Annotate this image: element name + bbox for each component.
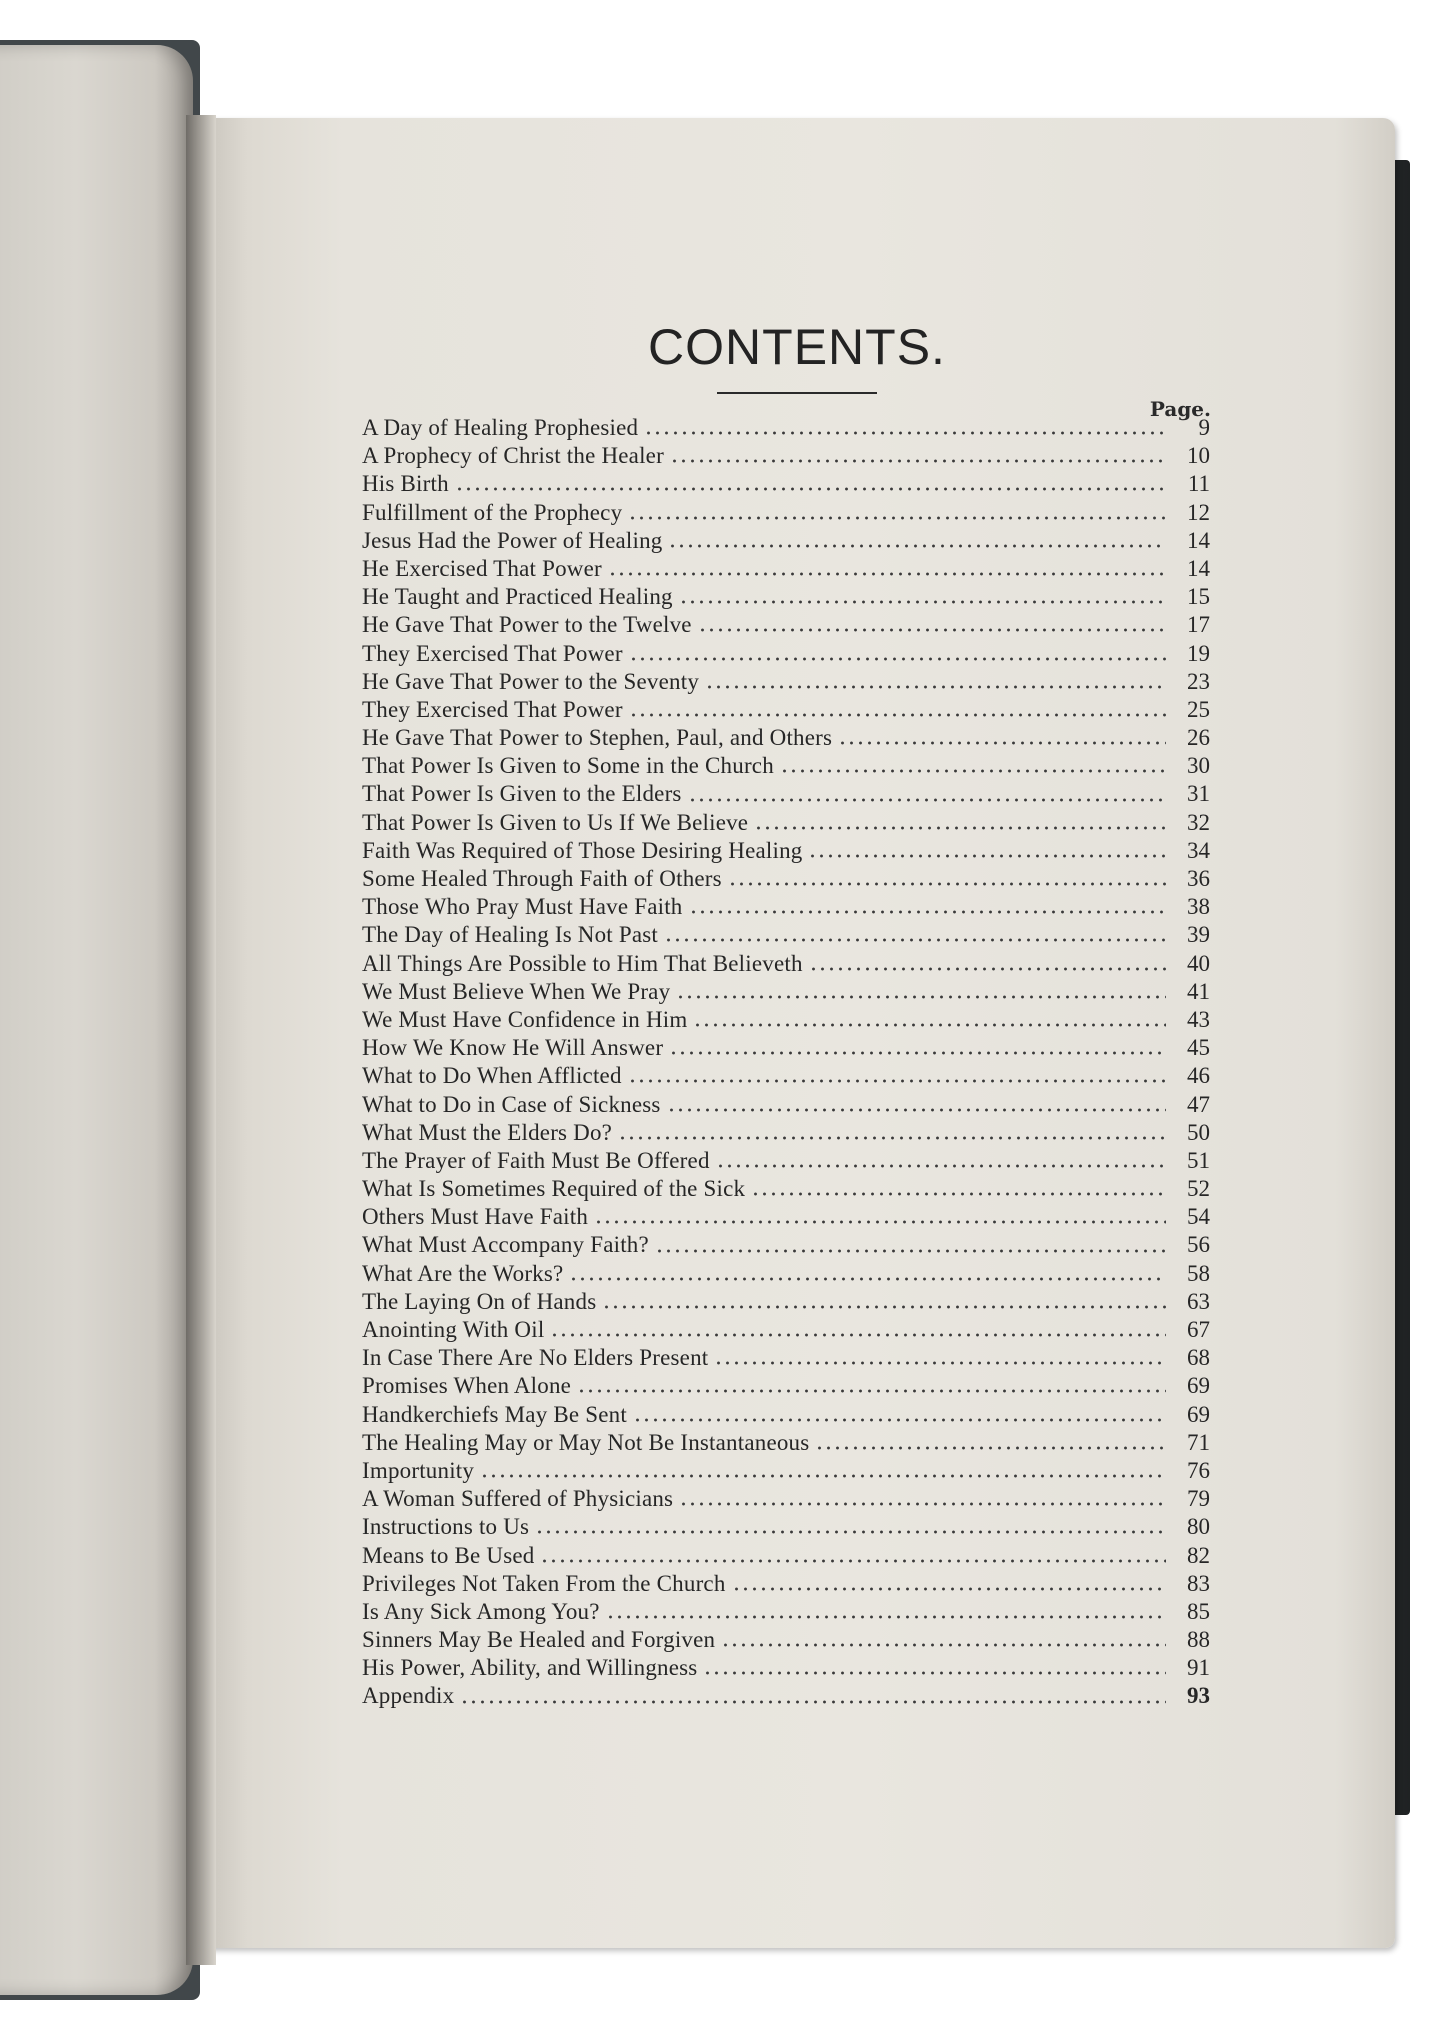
entry-title: His Birth bbox=[362, 471, 449, 497]
entry-page-number: 79 bbox=[1187, 1486, 1210, 1512]
entry-title: In Case There Are No Elders Present bbox=[362, 1345, 709, 1371]
dot-leader bbox=[594, 1218, 1166, 1226]
entry-page-number: 58 bbox=[1187, 1260, 1210, 1286]
entry-page-number: 71 bbox=[1187, 1429, 1210, 1455]
entry-title: A Woman Suffered of Physicians bbox=[362, 1486, 674, 1512]
entry-page-number: 68 bbox=[1187, 1345, 1210, 1371]
entry-page-number: 82 bbox=[1187, 1542, 1210, 1568]
dot-leader bbox=[705, 683, 1166, 691]
entry-title: Anointing With Oil bbox=[362, 1317, 545, 1342]
entry-title: That Power Is Given to Some in the Church bbox=[362, 753, 774, 779]
entry-page-number: 76 bbox=[1187, 1457, 1210, 1483]
entry-title: The Healing May or May Not Be Instantaneous bbox=[362, 1429, 810, 1455]
entry-title: His Power, Ability, and Willingness bbox=[362, 1655, 698, 1681]
entry-page-number: 34 bbox=[1187, 837, 1210, 863]
entry-title: What Must Accompany Faith? bbox=[362, 1232, 649, 1258]
contents-entry bbox=[362, 696, 1210, 724]
entry-title: What to Do in Case of Sickness bbox=[362, 1091, 661, 1117]
dot-leader bbox=[629, 711, 1166, 719]
entry-page-number: 67 bbox=[1187, 1317, 1210, 1342]
entry-page-number: 43 bbox=[1187, 1006, 1210, 1032]
entry-page-number: 39 bbox=[1187, 922, 1210, 948]
entry-page-number: 26 bbox=[1187, 725, 1210, 751]
entry-title: The Laying On of Hands bbox=[362, 1288, 597, 1314]
dot-leader bbox=[679, 598, 1166, 606]
dot-leader bbox=[815, 1444, 1166, 1452]
entry-page-number: 14 bbox=[1187, 527, 1210, 553]
entry-page-number: 54 bbox=[1187, 1204, 1210, 1230]
entry-page-number: 25 bbox=[1187, 696, 1210, 722]
entry-title: They Exercised That Power bbox=[362, 640, 623, 666]
contents-entry bbox=[362, 640, 1210, 668]
entry-page-number: 40 bbox=[1187, 950, 1210, 976]
entry-page-number: 69 bbox=[1187, 1373, 1210, 1399]
contents-entry bbox=[362, 611, 1210, 639]
entry-title: Appendix bbox=[362, 1683, 455, 1709]
entry-title: That Power Is Given to the Elders bbox=[362, 781, 682, 807]
dot-leader bbox=[780, 767, 1166, 775]
entry-page-number: 38 bbox=[1187, 894, 1210, 920]
contents-entry bbox=[362, 724, 1210, 752]
contents-entry bbox=[362, 921, 1210, 949]
dot-leader bbox=[644, 429, 1166, 437]
contents-entry bbox=[362, 809, 1210, 837]
entry-title: What to Do When Afflicted bbox=[362, 1063, 622, 1089]
left-page bbox=[0, 45, 193, 1995]
entry-page-number: 85 bbox=[1187, 1598, 1210, 1624]
dot-leader bbox=[628, 1077, 1166, 1085]
dot-leader bbox=[688, 796, 1166, 804]
entry-title: What Must the Elders Do? bbox=[362, 1119, 613, 1145]
page-column-label: Page. bbox=[1149, 397, 1211, 421]
entry-title: The Prayer of Faith Must Be Offered bbox=[362, 1147, 710, 1173]
entry-page-number: 69 bbox=[1187, 1401, 1210, 1427]
dot-leader bbox=[721, 1641, 1166, 1649]
contents-entry bbox=[362, 1316, 1210, 1344]
entry-title: He Gave That Power to the Seventy bbox=[362, 668, 700, 694]
entry-title: He Gave That Power to the Twelve bbox=[362, 612, 692, 638]
dot-leader bbox=[455, 485, 1166, 493]
dot-leader bbox=[676, 993, 1166, 1001]
contents-entry bbox=[362, 1682, 1210, 1710]
entry-page-number: 12 bbox=[1187, 499, 1210, 525]
dot-leader bbox=[751, 1190, 1166, 1198]
entry-page-number: 52 bbox=[1187, 1176, 1210, 1202]
dot-leader bbox=[732, 1585, 1166, 1593]
entry-page-number: 31 bbox=[1187, 781, 1210, 807]
entry-page-number: 88 bbox=[1187, 1627, 1210, 1653]
entry-title: Others Must Have Faith bbox=[362, 1204, 589, 1230]
entry-page-number: 17 bbox=[1187, 612, 1210, 638]
entry-page-number: 30 bbox=[1187, 753, 1210, 779]
entry-title: Jesus Had the Power of Healing bbox=[362, 527, 663, 553]
dot-leader bbox=[655, 1247, 1166, 1255]
contents-entry bbox=[362, 527, 1210, 555]
entry-title: How We Know He Will Answer bbox=[362, 1035, 664, 1061]
entry-page-number: 47 bbox=[1187, 1091, 1210, 1117]
dot-leader bbox=[693, 1021, 1166, 1029]
entry-title: The Day of Healing Is Not Past bbox=[362, 922, 658, 948]
contents-entry bbox=[362, 1034, 1210, 1062]
entry-page-number: 91 bbox=[1187, 1655, 1210, 1681]
entry-title: What Is Sometimes Required of the Sick bbox=[362, 1176, 746, 1202]
contents-entry bbox=[362, 1147, 1210, 1175]
entry-page-number: 80 bbox=[1187, 1514, 1210, 1540]
contents-entry bbox=[362, 1175, 1210, 1203]
contents-entry bbox=[362, 499, 1210, 527]
contents-entry bbox=[362, 1598, 1210, 1626]
dot-leader bbox=[629, 655, 1166, 663]
entry-page-number: 46 bbox=[1187, 1063, 1210, 1089]
entry-title: Promises When Alone bbox=[362, 1373, 572, 1399]
contents-entry bbox=[362, 668, 1210, 696]
entry-page-number: 50 bbox=[1187, 1119, 1210, 1145]
entry-title: He Exercised That Power bbox=[362, 555, 602, 581]
entry-page-number: 14 bbox=[1187, 555, 1210, 581]
contents-entry bbox=[362, 837, 1210, 865]
entry-page-number: 15 bbox=[1187, 584, 1210, 610]
entry-page-number: 19 bbox=[1187, 640, 1210, 666]
dot-leader bbox=[698, 626, 1166, 634]
entry-title: What Are the Works? bbox=[362, 1260, 564, 1286]
entry-page-number: 11 bbox=[1187, 471, 1210, 497]
entry-title: Instructions to Us bbox=[362, 1514, 530, 1540]
contents-entry bbox=[362, 470, 1210, 498]
contents-entry bbox=[362, 555, 1210, 583]
contents-list bbox=[362, 414, 1210, 1711]
entry-page-number: 63 bbox=[1187, 1288, 1210, 1314]
entry-page-number: 10 bbox=[1187, 443, 1210, 469]
entry-title: He Gave That Power to Stephen, Paul, and Others bbox=[362, 725, 833, 751]
dot-leader bbox=[480, 1472, 1166, 1480]
entry-title: Importunity bbox=[362, 1457, 475, 1483]
contents-entry bbox=[362, 950, 1210, 978]
entry-title: A Day of Healing Prophesied bbox=[362, 415, 639, 440]
contents-entry bbox=[362, 1542, 1210, 1570]
contents-entry bbox=[362, 1485, 1210, 1513]
dot-leader bbox=[716, 1162, 1166, 1170]
entry-title: Faith Was Required of Those Desiring Healing bbox=[362, 837, 803, 863]
dot-leader bbox=[754, 824, 1166, 832]
contents-entry bbox=[362, 1570, 1210, 1598]
entry-title: Handkerchiefs May Be Sent bbox=[362, 1401, 627, 1427]
contents-entry bbox=[362, 1091, 1210, 1119]
dot-leader bbox=[667, 1106, 1166, 1114]
dot-leader bbox=[628, 514, 1166, 522]
dot-leader bbox=[728, 880, 1166, 888]
dot-leader bbox=[602, 1303, 1166, 1311]
dot-leader bbox=[808, 852, 1166, 860]
entry-title: All Things Are Possible to Him That Believeth bbox=[362, 950, 803, 976]
dot-leader bbox=[664, 936, 1166, 944]
entry-title: Sinners May Be Healed and Forgiven bbox=[362, 1627, 716, 1653]
dot-leader bbox=[703, 1669, 1166, 1677]
entry-title: We Must Have Confidence in Him bbox=[362, 1006, 688, 1032]
contents-entry bbox=[362, 865, 1210, 893]
contents-entry bbox=[362, 1260, 1210, 1288]
contents-entry bbox=[362, 1401, 1210, 1429]
entry-title: We Must Believe When We Pray bbox=[362, 978, 671, 1004]
dot-leader bbox=[608, 570, 1166, 578]
dot-leader bbox=[689, 908, 1166, 916]
contents-entry bbox=[362, 1288, 1210, 1316]
entry-title: Those Who Pray Must Have Faith bbox=[362, 894, 683, 920]
dot-leader bbox=[668, 542, 1166, 550]
contents-entry bbox=[362, 414, 1210, 442]
contents-entry bbox=[362, 1203, 1210, 1231]
entry-title: Fulfillment of the Prophecy bbox=[362, 499, 623, 525]
entry-page-number: 41 bbox=[1187, 978, 1210, 1004]
dot-leader bbox=[535, 1528, 1166, 1536]
entry-title: Means to Be Used bbox=[362, 1542, 535, 1568]
dot-leader bbox=[606, 1613, 1166, 1621]
page-title: CONTENTS. bbox=[648, 319, 946, 375]
contents-entry bbox=[362, 1372, 1210, 1400]
contents-entry bbox=[362, 442, 1210, 470]
contents-entry bbox=[362, 1626, 1210, 1654]
dot-leader bbox=[809, 965, 1166, 973]
entry-title: Some Healed Through Faith of Others bbox=[362, 866, 722, 891]
dot-leader bbox=[550, 1331, 1166, 1339]
contents-entry bbox=[362, 1344, 1210, 1372]
dot-leader bbox=[838, 739, 1166, 747]
contents-entry bbox=[362, 1231, 1210, 1259]
dot-leader bbox=[679, 1500, 1166, 1508]
dot-leader bbox=[569, 1275, 1166, 1283]
contents-entry bbox=[362, 1006, 1210, 1034]
entry-page-number: 32 bbox=[1187, 809, 1210, 835]
contents-entry bbox=[362, 1119, 1210, 1147]
entry-title: That Power Is Given to Us If We Believe bbox=[362, 809, 749, 835]
book-gutter bbox=[186, 115, 216, 1965]
contents-entry bbox=[362, 780, 1210, 808]
contents-entry bbox=[362, 1513, 1210, 1541]
entry-page-number: 56 bbox=[1187, 1232, 1210, 1258]
entry-title: Privileges Not Taken From the Church bbox=[362, 1570, 726, 1596]
entry-title: They Exercised That Power bbox=[362, 696, 623, 722]
contents-entry bbox=[362, 978, 1210, 1006]
entry-page-number: 36 bbox=[1187, 866, 1210, 891]
dot-leader bbox=[577, 1387, 1166, 1395]
entry-title: Is Any Sick Among You? bbox=[362, 1598, 600, 1624]
entry-page-number: 83 bbox=[1187, 1570, 1210, 1596]
title-rule bbox=[717, 392, 877, 394]
dot-leader bbox=[714, 1359, 1166, 1367]
contents-entry bbox=[362, 1062, 1210, 1090]
contents-entry bbox=[362, 1429, 1210, 1457]
entry-page-number: 93 bbox=[1187, 1683, 1210, 1709]
dot-leader bbox=[633, 1416, 1166, 1424]
entry-page-number: 23 bbox=[1187, 668, 1210, 694]
dot-leader bbox=[540, 1557, 1166, 1565]
contents-entry bbox=[362, 1457, 1210, 1485]
contents-entry bbox=[362, 893, 1210, 921]
entry-title: He Taught and Practiced Healing bbox=[362, 584, 673, 610]
contents-entry bbox=[362, 752, 1210, 780]
contents-entry bbox=[362, 1654, 1210, 1682]
dot-leader bbox=[460, 1698, 1166, 1706]
dot-leader bbox=[669, 1049, 1166, 1057]
contents-entry bbox=[362, 583, 1210, 611]
entry-page-number: 45 bbox=[1187, 1035, 1210, 1061]
entry-page-number: 51 bbox=[1187, 1147, 1210, 1173]
dot-leader bbox=[670, 457, 1166, 465]
dot-leader bbox=[618, 1134, 1166, 1142]
entry-title: A Prophecy of Christ the Healer bbox=[362, 443, 664, 469]
entry-page-number: 9 bbox=[1198, 415, 1210, 440]
